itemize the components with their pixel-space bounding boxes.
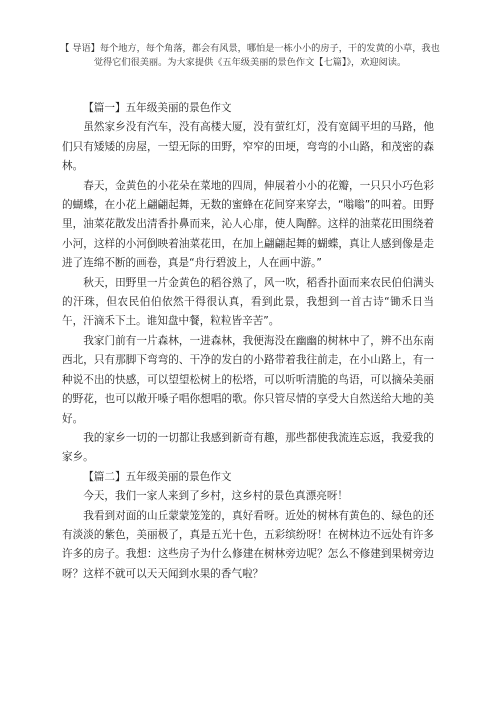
section-heading-2: 【篇二】五年级美丽的景色作文	[83, 470, 232, 483]
paragraph: 我家门前有一片森林，一进森林，我便海没在幽幽的树林中了，辨不出东南西北，只有那脚下弯弯的、干净的发白的小路带着我往前走，在小山路上，有一种说不出的快感，可以望望松树上的松塔，可以听听清脆的鸟语，可以摘朵美丽的野花，也可以敞开嗓子唱你想唱的歌。你只管尽情的享受大自然送给大地的美好。	[62, 334, 434, 425]
paragraph: 虽然家乡没有汽车，没有高楼大厦，没有萤红灯，没有宽阔平坦的马路，他们只有矮矮的房屋，一望无际的田野，窄窄的田埂，弯弯的小山路，和茂密的森林。	[62, 121, 434, 173]
article-body	[62, 99, 434, 584]
paragraph: 我的家乡一切的一切都让我感到新奇有趣，那些都使我流连忘返，我爱我的家乡。	[62, 431, 434, 464]
section-heading-1: 【篇一】五年级美丽的景色作文	[83, 102, 232, 114]
paragraph: 秋天，田野里一片金黄色的稻谷熟了，风一吹，稻香扑面而来农民伯伯满头的汗珠，但农民伯伯依然干得很认真，看到此景，我想到一首古诗“锄禾日当午，汗滴禾下土。谁知盘中餐，粒粒皆辛苦”。	[62, 276, 434, 328]
paragraph: 今天，我们一家人来到了乡村，这乡村的景色真漂亮呀！	[83, 490, 349, 503]
guide-intro: 【 导语】每个地方，每个角落，都会有风景，哪怕是一栋小小的房子，干的发黄的小草，我也觉得它们很美丽。为大家提供《五年级美丽的景色作文【七篇】》，欢迎阅读。	[60, 43, 440, 68]
paragraph: 春天，金黄色的小花朵在菜地的四周，伸展着小小的花瓣，一只只小巧色彩的蝴蝶，在小花上翩翩起舞，无数的蜜蜂在花间穿来穿去，“嗡嗡”的叫着。田野里，油菜花散发出清香扑鼻而来，沁人心扉，使人陶醉。这样的油菜花田围绕着小河，这样的小河倒映着油菜花田，在加上翩翩起舞的蝴蝶，真让人感到像是走进了连绵不断的画卷，真是“舟行碧波上，人在画中游。”	[62, 179, 434, 270]
paragraph: 我看到对面的山丘蒙蒙笼笼的，真好看呀。近处的树林有黄色的、绿色的还有淡淡的紫色，美丽极了，真是五光十色，五彩缤纷呀！在树林边不远处有许多许多的房子。我想：这些房子为什么修建在树林旁边呢？怎么不修建到果树旁边呀？这样不就可以天天闻到水果的香气啦？	[62, 509, 434, 580]
